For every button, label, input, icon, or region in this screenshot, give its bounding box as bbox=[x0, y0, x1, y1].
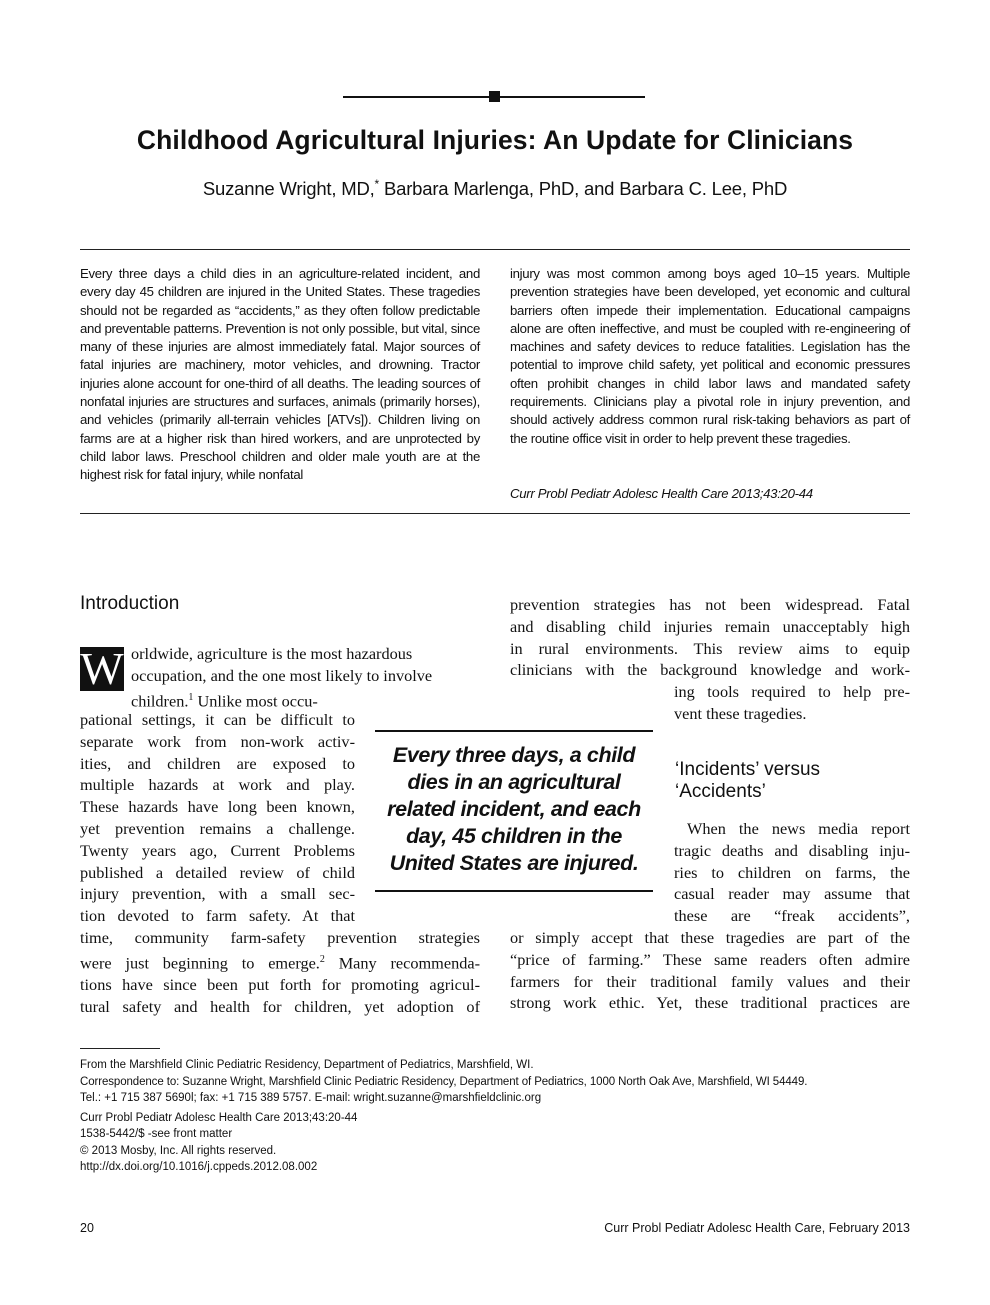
footnote-copyright: © 2013 Mosby, Inc. All rights reserved. bbox=[80, 1145, 277, 1157]
introduction-opening bbox=[80, 643, 480, 712]
body-line: multiple hazards at work and play. bbox=[80, 775, 355, 795]
body-line: separate work from non-work activ- bbox=[80, 731, 355, 751]
body-line: tural safety and health for children, yet adoption of bbox=[80, 996, 480, 1016]
footnote-affiliation: From the Marshfield Clinic Pediatric Residency, Department of Pediatrics, Marshfield, WI. bbox=[80, 1059, 534, 1071]
body-line: Twenty years ago, Current Problems bbox=[80, 840, 355, 860]
intro-line-1: orldwide, agriculture is the most hazardous bbox=[131, 644, 413, 663]
authors-first: Suzanne Wright, MD, bbox=[202, 178, 375, 200]
footnote-rule bbox=[80, 1048, 160, 1049]
body-line bbox=[80, 949, 480, 974]
body-line: in rural environments. This review aims to equip bbox=[510, 638, 910, 658]
body-line-text-cont: Many recommenda- bbox=[324, 953, 481, 973]
authors-rest: Barbara Marlenga, PhD, and Barbara C. Lee, PhD bbox=[379, 178, 788, 200]
incidents-wide-lines bbox=[510, 927, 910, 1014]
body-line: farmers for their traditional family values and their bbox=[510, 971, 910, 991]
body-line: or simply accept that these tragedies are part of the bbox=[510, 928, 910, 947]
dropcap-letter: W bbox=[80, 643, 124, 694]
introduction-wide-lines bbox=[80, 927, 480, 1018]
introduction-heading: Introduction bbox=[80, 593, 180, 614]
body-line: When the news media report bbox=[687, 819, 910, 838]
footnote-correspondence: Correspondence to: Suzanne Wright, Marshfield Clinic Pediatric Residency, Department of Pediatrics, 1000 North Oak Ave, Marshfield, WI 54449. bbox=[80, 1076, 808, 1088]
body-line: casual reader may assume that bbox=[674, 884, 910, 904]
intro-line-3-text-cont: Unlike most occu- bbox=[193, 691, 318, 711]
intro-line-3-text: children. bbox=[131, 691, 189, 711]
journal-issue-footer: Curr Probl Pediatr Adolesc Health Care, February 2013 bbox=[604, 1221, 910, 1235]
body-line: strong work ethic. Yet, these traditional practices are bbox=[510, 993, 910, 1013]
intro-line-2: occupation, and the one most likely to involve bbox=[131, 665, 433, 685]
body-line: and disabling child injuries remain unacceptably high bbox=[510, 616, 910, 636]
introduction-right-narrow-lines bbox=[674, 681, 910, 725]
title-ornament-square bbox=[489, 91, 500, 102]
body-line: yet prevention remains a challenge. bbox=[80, 818, 355, 838]
footnote-issn: 1538-5442/$ -see front matter bbox=[80, 1128, 233, 1140]
reference-2: 2 bbox=[319, 953, 325, 965]
incidents-heading-line-1: ‘Incidents’ versus bbox=[675, 759, 821, 780]
author-list bbox=[0, 177, 990, 200]
body-line: ities, and children are exposed to bbox=[80, 753, 355, 773]
body-line: time, community farm-safety prevention strategies bbox=[80, 928, 480, 947]
pullquote-bottom-rule bbox=[375, 890, 653, 892]
abstract-right-column: injury was most common among boys aged 10–15 years. Multiple prevention strategies have been developed, yet economic and cultural barriers often impede their implementation. Educational campaigns alone are often ineffective, and must be coupled with re-engineering of machines and safety devices to reduce fatalities. Legislation has the potential to improve child safety, yet political and economic pressures often prohibit changes in child labor laws and mandated safety requirements. Clinicians play a pivotal role in injury prevention, and should actively address common rural risk-taking behaviors as part of the routine office visit in order to help prevent these tragedies. bbox=[510, 266, 910, 446]
incidents-narrow-lines bbox=[674, 818, 910, 927]
body-line: injury prevention, with a small sec- bbox=[80, 884, 355, 904]
body-line: pational settings, it can be difficult to bbox=[80, 710, 355, 729]
pullquote: Every three days, a child dies in an agricultural related incident, and each day, 45 children in the United States are injured. bbox=[387, 743, 641, 875]
body-line: prevention strategies has not been widespread. Fatal bbox=[510, 595, 910, 614]
body-line: ries to children on farms, the bbox=[674, 862, 910, 882]
introduction-right-lines bbox=[510, 594, 910, 681]
abstract-left-column: Every three days a child dies in an agriculture-related incident, and every day 45 children are injured in the United States. These tragedies should not be regarded as “accidents,” as they often follow predictable and preventable patterns. Prevention is not only possible, but vital, since many of these injuries are almost immediately fatal. Major sources of fatal injuries are machinery, motor vehicles, and drowning. Tractor injuries alone account for one-third of all deaths. The leading sources of nonfatal injuries are structures and surfaces, animals (primarily horses), and vehicles (primarily all-terrain vehicles [ATVs]). Children living on farms are at a higher risk than hired workers, and are unprotected by child labor laws. Preschool children and older male youth are at the highest risk for fatal injury, while nonfatal bbox=[80, 266, 480, 483]
abstract-top-rule bbox=[80, 249, 910, 250]
introduction-narrow-lines bbox=[80, 709, 355, 927]
body-line: tragic deaths and disabling inju- bbox=[674, 840, 910, 860]
incidents-heading-line-2: ‘Accidents’ bbox=[675, 781, 766, 802]
footnote-journal: Curr Probl Pediatr Adolesc Health Care 2013;43:20-44 bbox=[80, 1112, 358, 1124]
body-line: tion devoted to farm safety. At that bbox=[80, 906, 355, 926]
title-ornament-right-line bbox=[500, 96, 645, 98]
reference-1: 1 bbox=[188, 691, 194, 703]
abstract-bottom-rule bbox=[80, 513, 910, 514]
body-line: published a detailed review of child bbox=[80, 862, 355, 882]
body-line: ing tools required to help pre- bbox=[674, 682, 910, 701]
pullquote-top-rule bbox=[375, 730, 653, 732]
body-line: vent these tragedies. bbox=[674, 703, 807, 723]
article-title: Childhood Agricultural Injuries: An Update for Clinicians bbox=[136, 125, 854, 155]
page-number: 20 bbox=[80, 1221, 94, 1235]
body-line: “price of farming.” These same readers often admire bbox=[510, 949, 910, 969]
incidents-heading bbox=[675, 759, 820, 803]
body-line: tions have since been put forth for promoting agricul- bbox=[80, 975, 480, 995]
footnote-doi[interactable]: http://dx.doi.org/10.1016/j.cppeds.2012.08.002 bbox=[80, 1161, 318, 1173]
body-line: clinicians with the background knowledge and work- bbox=[510, 660, 910, 680]
body-line: These hazards have long been known, bbox=[80, 797, 355, 817]
title-ornament-left-line bbox=[343, 96, 489, 98]
corresponding-author-mark: * bbox=[374, 177, 380, 191]
abstract-citation: Curr Probl Pediatr Adolesc Health Care 2013;43:20-44 bbox=[510, 486, 813, 501]
body-line: these are “freak accidents”, bbox=[674, 906, 910, 926]
body-line-text: were just beginning to emerge. bbox=[80, 953, 320, 973]
footnote-contact: Tel.: +1 715 387 5690l; fax: +1 715 389 5757. E-mail: wright.suzanne@marshfieldclinic.org bbox=[80, 1092, 542, 1104]
